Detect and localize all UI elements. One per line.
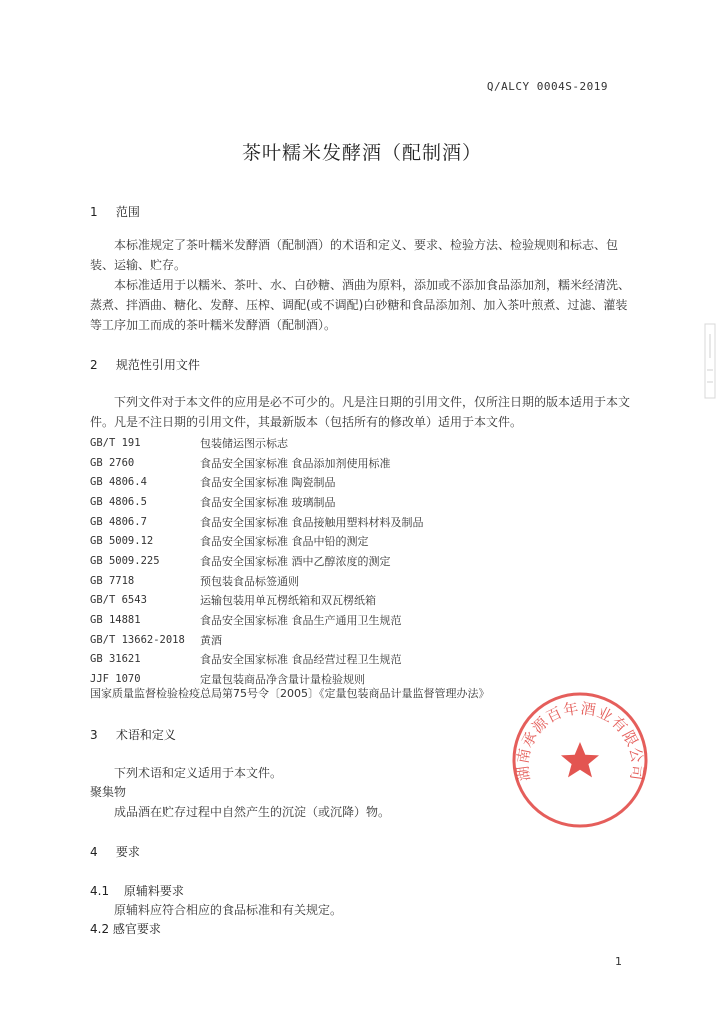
seal-text: 湖南承源百年酒业有限公司 bbox=[513, 699, 647, 783]
reference-item bbox=[90, 551, 650, 571]
reference-code: GB/T 13662-2018 bbox=[90, 633, 185, 646]
scope-paragraph-1: 本标准规定了茶叶糯米发酵酒（配制酒）的术语和定义、要求、检验方法、检验规则和标志、包装、运输、贮存。 bbox=[90, 238, 619, 272]
section-number: 1 bbox=[90, 205, 98, 219]
section-number: 2 bbox=[90, 358, 98, 372]
reference-item bbox=[90, 591, 650, 611]
reference-list bbox=[90, 433, 650, 689]
seal-star-icon bbox=[561, 742, 599, 777]
company-seal bbox=[510, 690, 650, 830]
reference-code: GB 7718 bbox=[90, 574, 135, 587]
section-number: 3 bbox=[90, 728, 98, 742]
reference-code: GB 5009.225 bbox=[90, 554, 160, 567]
reference-item bbox=[90, 610, 650, 630]
reference-name: 包装储运图示标志 bbox=[200, 436, 288, 450]
reference-name: 预包装食品标签通则 bbox=[200, 574, 299, 588]
raw-materials-text: 原辅料应符合相应的食品标准和有关规定。 bbox=[114, 903, 343, 917]
reference-item bbox=[90, 531, 650, 551]
reference-name: 黄酒 bbox=[200, 633, 222, 647]
reference-name: 定量包装商品净含量计量检验规则 bbox=[200, 673, 365, 687]
subsection-heading-raw-materials bbox=[90, 882, 184, 899]
section-title: 术语和定义 bbox=[115, 728, 176, 742]
section-title: 要求 bbox=[115, 845, 140, 859]
section-heading-references bbox=[90, 356, 200, 373]
standard-code: Q/ALCY 0004S-2019 bbox=[486, 80, 608, 93]
section-title: 规范性引用文件 bbox=[115, 358, 200, 372]
page-number: 1 bbox=[615, 955, 622, 968]
section-title: 感官要求 bbox=[112, 922, 161, 936]
reference-code: GB/T 6543 bbox=[90, 594, 147, 607]
reference-name: 食品安全国家标准 酒中乙醇浓度的测定 bbox=[200, 554, 391, 568]
reference-item bbox=[90, 492, 650, 512]
section-number: 4.2 bbox=[90, 922, 110, 936]
references-intro: 下列文件对于本文件的应用是必不可少的。凡是注日期的引用文件，仅所注日期的版本适用于本文件。凡是不注日期的引用文件，其最新版本（包括所有的修改单）适用于本文件。 bbox=[90, 395, 631, 429]
section-number: 4 bbox=[90, 845, 98, 859]
term-definition: 成品酒在贮存过程中自然产生的沉淀（或沉降）物。 bbox=[114, 805, 391, 819]
reference-code: GB 14881 bbox=[90, 614, 141, 627]
subsection-heading-sensory bbox=[90, 920, 161, 937]
reference-code: GB 2760 bbox=[90, 456, 135, 469]
section-number: 4.1 bbox=[90, 884, 110, 898]
section-heading-terms bbox=[90, 726, 176, 743]
reference-code: JJF 1070 bbox=[90, 673, 141, 686]
document-title: 茶叶糯米发酵酒（配制酒） bbox=[241, 142, 482, 164]
reference-name: 运输包装用单瓦楞纸箱和双瓦楞纸箱 bbox=[200, 594, 376, 608]
reference-code: GB/T 191 bbox=[90, 436, 141, 449]
reference-code: GB 31621 bbox=[90, 653, 141, 666]
reference-code: GB 5009.12 bbox=[90, 535, 154, 548]
scope-paragraph-2: 本标准适用于以糯米、茶叶、水、白砂糖、酒曲为原料，添加或不添加食品添加剂，糯米经清洗、蒸煮、拌酒曲、糖化、发酵、压榨、调配(或不调配)白砂糖和食品添加剂、加入茶叶煎煮、过滤、灌装等工序加工而成的茶叶糯米发酵酒（配制酒）。 bbox=[90, 278, 631, 332]
reference-item bbox=[90, 512, 650, 532]
terms-intro: 下列术语和定义适用于本文件。 bbox=[114, 766, 283, 780]
reference-code: GB 4806.5 bbox=[90, 495, 147, 508]
section-heading-scope bbox=[90, 203, 140, 220]
binding-mark bbox=[703, 322, 717, 400]
reference-name: 食品安全国家标准 食品中铅的测定 bbox=[200, 535, 369, 549]
reference-name: 食品安全国家标准 食品接触用塑料材料及制品 bbox=[200, 515, 424, 529]
reference-name: 食品安全国家标准 食品经营过程卫生规范 bbox=[200, 653, 402, 667]
section-title: 原辅料要求 bbox=[123, 884, 184, 898]
reference-name: 食品安全国家标准 陶瓷制品 bbox=[200, 476, 336, 490]
term-name: 聚集物 bbox=[90, 785, 127, 799]
reference-item bbox=[90, 571, 650, 591]
reference-item bbox=[90, 433, 650, 453]
reference-code: GB 4806.4 bbox=[90, 476, 147, 489]
section-heading-requirements bbox=[90, 843, 140, 860]
reference-name: 食品安全国家标准 食品添加剂使用标准 bbox=[200, 456, 391, 470]
reference-item bbox=[90, 650, 650, 670]
reference-item bbox=[90, 453, 650, 473]
reference-code: GB 4806.7 bbox=[90, 515, 147, 528]
reference-name: 食品安全国家标准 食品生产通用卫生规范 bbox=[200, 614, 402, 628]
section-title: 范围 bbox=[115, 205, 140, 219]
reference-name: 食品安全国家标准 玻璃制品 bbox=[200, 495, 336, 509]
reference-item bbox=[90, 472, 650, 492]
reference-note: 国家质量监督检验检疫总局第75号令〔2005〕《定量包装商品计量监督管理办法》 bbox=[90, 687, 490, 700]
reference-item bbox=[90, 630, 650, 650]
